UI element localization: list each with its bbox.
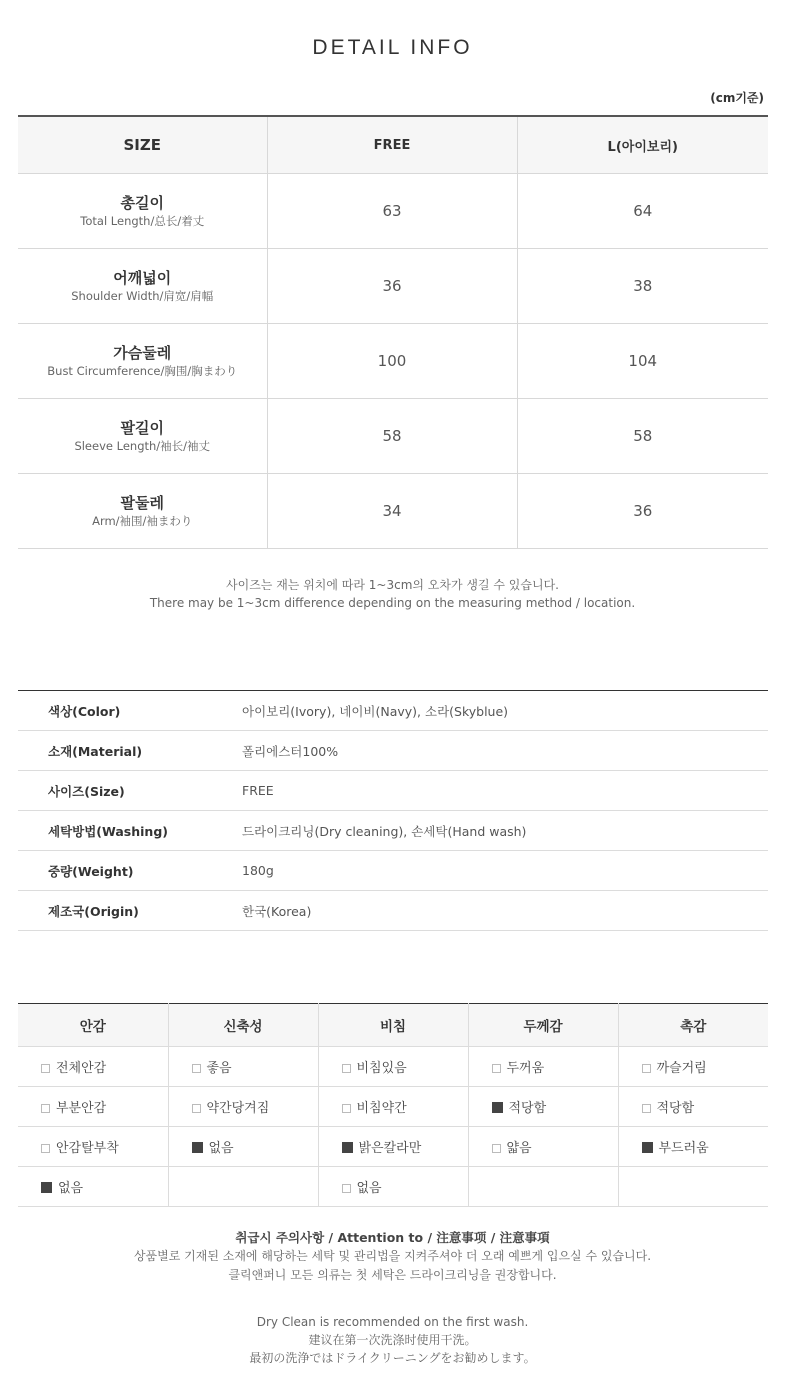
table-row	[18, 174, 768, 249]
value-free: 100	[267, 324, 517, 399]
feel-option-label: 약간당겨짐	[206, 1101, 270, 1116]
row-label	[18, 249, 267, 324]
feel-body	[18, 1047, 768, 1207]
value-l: 36	[517, 474, 768, 549]
value-l: 58	[517, 399, 768, 474]
feel-row	[18, 1087, 768, 1127]
unchecked-box-icon	[41, 1064, 50, 1073]
header-l: L(아이보리)	[517, 116, 768, 174]
value-l: 38	[517, 249, 768, 324]
care-line-2: 클릭앤퍼니 모든 의류는 첫 세탁은 드라이크리닝을 권장합니다.	[228, 1268, 557, 1282]
care-notice	[0, 1228, 785, 1285]
feel-table	[18, 1003, 768, 1207]
label-ko: 어깨넓이	[113, 268, 172, 287]
feel-option-label: 얇음	[506, 1141, 532, 1156]
unchecked-box-icon	[642, 1104, 651, 1113]
feel-cell	[468, 1047, 618, 1087]
care-ja: 最初の洗浄ではドライクリーニングをお勧めします。	[249, 1351, 536, 1365]
feel-cell	[618, 1167, 768, 1207]
unchecked-box-icon	[642, 1064, 651, 1073]
info-value: 드라이크리닝(Dry cleaning), 손세탁(Hand wash)	[242, 811, 768, 851]
unchecked-box-icon	[192, 1064, 201, 1073]
table-row	[18, 324, 768, 399]
header-texture: 촉감	[618, 1004, 768, 1047]
feel-option-label: 부분안감	[56, 1101, 107, 1116]
value-l: 64	[517, 174, 768, 249]
label-sub: Shoulder Width/肩宽/肩幅	[71, 288, 214, 303]
header-thickness: 두께감	[468, 1004, 618, 1047]
feel-option-label: 두꺼움	[506, 1061, 545, 1076]
unchecked-box-icon	[342, 1184, 351, 1193]
value-l: 104	[517, 324, 768, 399]
size-table	[18, 115, 768, 549]
feel-cell	[318, 1087, 468, 1127]
label-ko: 팔길이	[120, 418, 164, 437]
feel-option-label: 부드러움	[658, 1141, 709, 1156]
feel-option-label: 적당함	[508, 1101, 547, 1116]
feel-option-label: 좋음	[206, 1061, 232, 1076]
care-line-1: 상품별로 기재된 소재에 해당하는 세탁 및 관리법을 지켜주셔야 더 오래 예쁘게 입으실 수 있습니다.	[133, 1249, 652, 1263]
row-label	[18, 399, 267, 474]
feel-option-label: 없음	[208, 1141, 234, 1156]
feel-option-label: 안감탈부착	[56, 1141, 119, 1156]
checked-box-icon	[192, 1142, 203, 1153]
care-en: Dry Clean is recommended on the first wash.	[256, 1315, 529, 1329]
feel-cell	[318, 1167, 468, 1207]
label-ko: 팔둘레	[120, 493, 164, 512]
feel-option-label: 밝은칼라만	[358, 1141, 422, 1156]
label-ko: 가슴둘레	[113, 343, 172, 362]
unit-label: (cm기준)	[710, 91, 764, 105]
feel-row	[18, 1127, 768, 1167]
info-key: 제조국(Origin)	[18, 891, 242, 931]
feel-cell	[318, 1047, 468, 1087]
feel-cell	[18, 1127, 168, 1167]
info-value: 아이보리(Ivory), 네이비(Navy), 소라(Skyblue)	[242, 691, 768, 731]
label-ko: 총길이	[120, 193, 164, 212]
feel-cell	[468, 1167, 618, 1207]
header-size: SIZE	[18, 116, 267, 174]
checked-box-icon	[342, 1142, 353, 1153]
unchecked-box-icon	[41, 1144, 50, 1153]
info-key: 사이즈(Size)	[18, 771, 242, 811]
feel-cell	[168, 1087, 318, 1127]
label-sub: Sleeve Length/袖长/袖丈	[74, 438, 211, 453]
info-value: FREE	[242, 771, 768, 811]
size-note	[0, 576, 785, 612]
feel-option-label: 비침있음	[356, 1061, 407, 1076]
feel-cell	[168, 1047, 318, 1087]
info-row	[18, 771, 768, 811]
feel-option-label: 없음	[58, 1181, 84, 1196]
feel-cell	[318, 1127, 468, 1167]
table-row	[18, 399, 768, 474]
feel-cell	[18, 1047, 168, 1087]
info-key: 소재(Material)	[18, 731, 242, 771]
row-label	[18, 324, 267, 399]
size-note-en: There may be 1~3cm difference depending on the measuring method / location.	[149, 596, 636, 610]
care-heading: 취급시 주의사항 / Attention to / 注意事项 / 注意事項	[235, 1230, 550, 1245]
label-sub: Bust Circumference/胸围/胸まわり	[47, 363, 238, 378]
table-row	[18, 474, 768, 549]
feel-option-label: 전체안감	[56, 1061, 107, 1076]
feel-header	[18, 1004, 768, 1047]
feel-cell	[468, 1127, 618, 1167]
feel-cell	[18, 1087, 168, 1127]
info-row	[18, 891, 768, 931]
info-row	[18, 811, 768, 851]
unchecked-box-icon	[342, 1104, 351, 1113]
feel-option-label: 비침약간	[356, 1101, 407, 1116]
header-lining: 안감	[18, 1004, 168, 1047]
info-value: 한국(Korea)	[242, 891, 768, 931]
feel-row	[18, 1047, 768, 1087]
info-row	[18, 851, 768, 891]
feel-cell	[168, 1167, 318, 1207]
label-sub: Total Length/总长/着丈	[80, 213, 205, 228]
feel-cell	[618, 1087, 768, 1127]
header-free: FREE	[267, 116, 517, 174]
feel-cell	[18, 1167, 168, 1207]
feel-cell	[468, 1087, 618, 1127]
unchecked-box-icon	[342, 1064, 351, 1073]
info-key: 중량(Weight)	[18, 851, 242, 891]
unchecked-box-icon	[492, 1144, 501, 1153]
info-value: 180g	[242, 851, 768, 891]
info-key: 색상(Color)	[18, 691, 242, 731]
info-table	[18, 690, 768, 931]
unchecked-box-icon	[41, 1104, 50, 1113]
checked-box-icon	[492, 1102, 503, 1113]
care-multilang	[0, 1313, 785, 1367]
feel-option-label: 까슬거림	[656, 1061, 707, 1076]
header-sheer: 비침	[318, 1004, 468, 1047]
value-free: 58	[267, 399, 517, 474]
value-free: 36	[267, 249, 517, 324]
info-key: 세탁방법(Washing)	[18, 811, 242, 851]
unchecked-box-icon	[192, 1104, 201, 1113]
feel-cell	[618, 1047, 768, 1087]
feel-option-label: 없음	[356, 1181, 382, 1196]
size-table-header	[18, 116, 768, 174]
value-free: 63	[267, 174, 517, 249]
header-stretch: 신축성	[168, 1004, 318, 1047]
table-row	[18, 249, 768, 324]
unchecked-box-icon	[492, 1064, 501, 1073]
checked-box-icon	[41, 1182, 52, 1193]
info-row	[18, 731, 768, 771]
checked-box-icon	[642, 1142, 653, 1153]
feel-option-label: 적당함	[656, 1101, 695, 1116]
info-value: 폴리에스터100%	[242, 731, 768, 771]
feel-cell	[618, 1127, 768, 1167]
value-free: 34	[267, 474, 517, 549]
row-label	[18, 474, 267, 549]
size-note-ko: 사이즈는 재는 위치에 따라 1~3cm의 오차가 생길 수 있습니다.	[226, 578, 559, 592]
label-sub: Arm/袖围/袖まわり	[92, 513, 193, 528]
feel-cell	[168, 1127, 318, 1167]
info-row	[18, 691, 768, 731]
care-zh: 建议在第一次洗涤时使用干洗。	[308, 1333, 477, 1347]
row-label	[18, 174, 267, 249]
page-title: DETAIL INFO	[312, 36, 473, 59]
feel-row	[18, 1167, 768, 1207]
